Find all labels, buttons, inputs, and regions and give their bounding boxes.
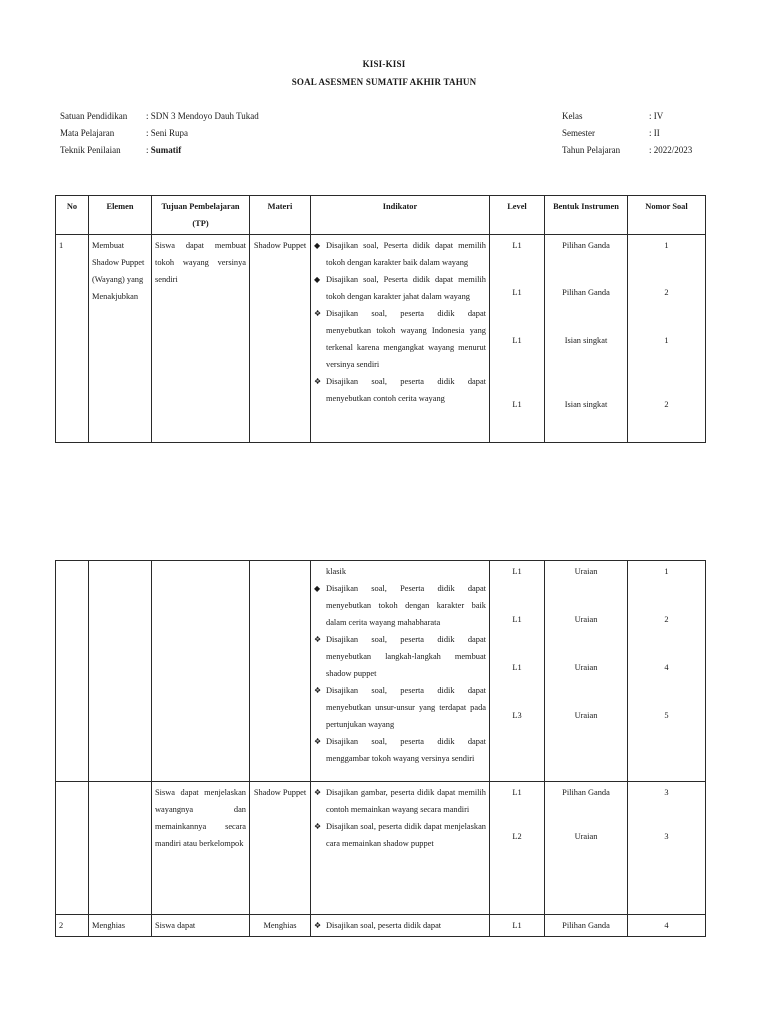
cell-indikator — [311, 915, 490, 937]
meta-value: : 2022/2023 — [649, 145, 693, 155]
table-row — [56, 782, 706, 915]
meta-row-satuan — [60, 108, 259, 125]
kisi-table-page2 — [55, 560, 706, 937]
meta-right — [562, 108, 692, 159]
cell-materi: Shadow Puppet — [250, 235, 311, 443]
table-row — [56, 915, 706, 937]
cell-level: L1 — [490, 915, 545, 937]
cell-no — [56, 561, 89, 782]
cell-bentuk: Pilihan Ganda Uraian — [545, 782, 628, 915]
list-item: ❖ Disajikan gambar, peserta didik dapat memilih contoh memainkan wayang secara mandiri — [314, 784, 486, 818]
cell-bentuk: Uraian Uraian Uraian Uraian — [545, 561, 628, 782]
cell-tujuan: Siswa dapat — [152, 915, 250, 937]
meta-row-teknik — [60, 142, 259, 159]
meta-left — [60, 108, 259, 159]
cell-no: 1 — [56, 235, 89, 443]
cell-elemen: Menghias — [89, 915, 152, 937]
header-elemen: Elemen — [89, 196, 152, 235]
cell-tujuan: Siswa dapat menjelaskan wayangnya dan memainkannya secara mandiri atau berkelompok — [152, 782, 250, 915]
diamond-bullet-icon: ◆ — [314, 241, 321, 250]
header-no: No — [56, 196, 89, 235]
meta-value: : IV — [649, 111, 664, 121]
star-bullet-icon: ❖ — [314, 737, 322, 746]
star-bullet-icon: ❖ — [314, 309, 322, 318]
cell-indikator — [311, 561, 490, 782]
header-level: Level — [490, 196, 545, 235]
meta-label: Teknik Penilaian — [60, 145, 121, 155]
list-item: ❖ Disajikan soal, peserta didik dapat — [314, 917, 486, 934]
list-item: ❖ Disajikan soal, peserta didik dapat menyebutkan unsur-unsur yang terdapat pada pertunjukan wayang — [314, 682, 486, 733]
meta-row-kelas — [562, 108, 692, 125]
cell-level: L1 L2 — [490, 782, 545, 915]
cell-level: L1 L1 L1 L1 — [490, 235, 545, 443]
table-header-row — [56, 196, 706, 235]
cell-indikator — [311, 235, 490, 443]
cell-elemen: Membuat Shadow Puppet (Wayang) yang Menakjubkan — [89, 235, 152, 443]
meta-row-tahun — [562, 142, 692, 159]
list-item: ❖ Disajikan soal, peserta didik dapat menjelaskan cara memainkan shadow puppet — [314, 818, 486, 852]
header-indikator: Indikator — [311, 196, 490, 235]
meta-label: Tahun Pelajaran — [562, 145, 621, 155]
list-item: ◆ Disajikan soal, Peserta didik dapat memilih tokoh dengan karakter jahat dalam wayang — [314, 271, 486, 305]
list-item: ◆ Disajikan soal, Peserta didik dapat memilih tokoh dengan karakter baik dalam wayang — [314, 237, 486, 271]
cell-tujuan: Siswa dapat membuat tokoh wayang versinya sendiri — [152, 235, 250, 443]
diamond-bullet-icon: ◆ — [314, 584, 321, 593]
cell-materi: Shadow Puppet — [250, 782, 311, 915]
header-bentuk: Bentuk Instrumen — [545, 196, 628, 235]
star-bullet-icon: ❖ — [314, 635, 322, 644]
cell-materi: Menghias — [250, 915, 311, 937]
header-tujuan: Tujuan Pembelajaran (TP) — [152, 196, 250, 235]
meta-value: : II — [649, 128, 660, 138]
star-bullet-icon: ❖ — [314, 921, 322, 930]
kisi-table-page1 — [55, 195, 706, 443]
meta-label: Satuan Pendidikan — [60, 111, 128, 121]
star-bullet-icon: ❖ — [314, 377, 322, 386]
table-row — [56, 235, 706, 443]
cell-indikator — [311, 782, 490, 915]
list-item: ❖ Disajikan soal, peserta didik dapat menyebutkan contoh cerita wayang — [314, 373, 486, 407]
header-nomor: Nomor Soal — [628, 196, 706, 235]
meta-label: Kelas — [562, 111, 583, 121]
star-bullet-icon: ❖ — [314, 822, 322, 831]
list-item: ❖ Disajikan soal, peserta didik dapat menyebutkan langkah-langkah membuat shadow puppet — [314, 631, 486, 682]
cell-nomor: 1 2 4 5 — [628, 561, 706, 782]
cell-no: 2 — [56, 915, 89, 937]
cell-materi — [250, 561, 311, 782]
list-item: ❖ Disajikan soal, peserta didik dapat menggambar tokoh wayang versinya sendiri — [314, 733, 486, 767]
table-row — [56, 561, 706, 782]
cell-tujuan — [152, 561, 250, 782]
list-item: ◆ Disajikan soal, Peserta didik dapat menyebutkan tokoh dengan karakter baik dalam cerita wayang mahabharata — [314, 580, 486, 631]
list-item: ❖ Disajikan soal, peserta didik dapat menyebutkan tokoh wayang Indonesia yang terkenal karena mengangkat wayang menurut versinya sendiri — [314, 305, 486, 373]
cell-bentuk: Pilihan Ganda — [545, 915, 628, 937]
diamond-bullet-icon: ◆ — [314, 275, 321, 284]
meta-value: : SDN 3 Mendoyo Dauh Tukad — [146, 111, 259, 121]
meta-value: : Seni Rupa — [146, 128, 188, 138]
list-item: klasik — [326, 567, 347, 576]
header-materi: Materi — [250, 196, 311, 235]
meta-row-mapel — [60, 125, 259, 142]
cell-no — [56, 782, 89, 915]
doc-title: KISI-KISI — [362, 59, 406, 69]
cell-nomor: 4 — [628, 915, 706, 937]
meta-label: Mata Pelajaran — [60, 128, 115, 138]
meta-label: Semester — [562, 128, 595, 138]
cell-level: L1 L1 L1 L3 — [490, 561, 545, 782]
doc-subtitle: SOAL ASESMEN SUMATIF AKHIR TAHUN — [291, 77, 477, 87]
cell-nomor: 1 2 1 2 — [628, 235, 706, 443]
cell-bentuk: Pilihan Ganda Pilihan Ganda Isian singkat Isian singkat — [545, 235, 628, 443]
star-bullet-icon: ❖ — [314, 686, 322, 695]
cell-elemen — [89, 561, 152, 782]
meta-value: : Sumatif — [146, 145, 182, 155]
star-bullet-icon: ❖ — [314, 788, 322, 797]
meta-row-semester — [562, 125, 692, 142]
cell-elemen — [89, 782, 152, 915]
cell-nomor: 3 3 — [628, 782, 706, 915]
